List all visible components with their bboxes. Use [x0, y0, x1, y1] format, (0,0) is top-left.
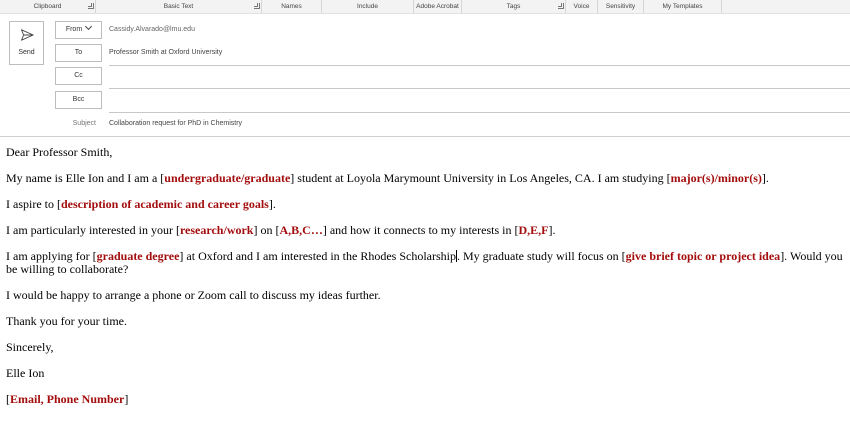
dialog-launcher-icon[interactable]: [558, 3, 564, 9]
from-button[interactable]: [55, 21, 102, 39]
placeholder-text: undergraduate/graduate: [164, 171, 291, 185]
text-segment: I aspire to [: [6, 197, 61, 211]
text-segment: ] at Oxford and I am interested in the Rhodes Scholarship: [179, 249, 457, 263]
send-label: Send: [18, 49, 35, 56]
cc-label: Cc: [74, 72, 83, 79]
to-field[interactable]: Professor Smith at Oxford University: [109, 49, 223, 56]
placeholder-text: A,B,C…: [279, 223, 323, 237]
ribbon-group-basic-text: [96, 0, 262, 13]
dialog-launcher-icon[interactable]: [254, 3, 260, 9]
text-segment: . My graduate study will focus on [: [457, 249, 626, 263]
to-button[interactable]: [55, 44, 102, 62]
send-button[interactable]: [9, 21, 44, 65]
subject-label: Subject: [72, 120, 96, 127]
text-segment: I am particularly interested in your [: [6, 223, 180, 237]
call-paragraph: I would be happy to arrange a phone or Zoom call to discuss my ideas further.: [6, 288, 381, 302]
ribbon-group-tags: [462, 0, 566, 13]
ribbon-group-label: Tags: [506, 3, 521, 10]
chevron-down-icon: [85, 23, 92, 30]
header-divider: [0, 136, 850, 137]
text-segment: ]. Would you be willing to collaborate?: [6, 249, 843, 276]
text-segment: I am applying for [: [6, 249, 97, 263]
from-label: From: [65, 26, 83, 33]
text-segment: ].: [761, 171, 769, 185]
ribbon-group-adobe-acrobat: [414, 0, 462, 13]
send-icon: [21, 29, 34, 41]
text-segment: ] student at Loyola Marymount University in Los Angeles, CA. I am studying [: [290, 171, 671, 185]
ribbon-group-label: Adobe Acrobat: [416, 3, 459, 10]
ribbon-group-label: My Templates: [662, 3, 703, 10]
placeholder-text: graduate degree: [96, 249, 180, 263]
placeholder-text: Email, Phone Number: [10, 392, 125, 406]
greeting-line: Dear Professor Smith,: [6, 145, 113, 159]
ribbon-group-include: [322, 0, 414, 13]
ribbon-group-my-templates: [644, 0, 722, 13]
bcc-field-underline[interactable]: [109, 112, 850, 113]
cc-button[interactable]: [55, 67, 102, 85]
ribbon-group-label: Sensitivity: [605, 3, 636, 10]
thanks-paragraph: Thank you for your time.: [6, 314, 127, 328]
bcc-button[interactable]: [55, 91, 102, 109]
ribbon-group-label: Voice: [573, 3, 590, 10]
ribbon-group-clipboard: [0, 0, 96, 13]
signature-line: Elle Ion: [6, 366, 45, 380]
text-segment: ].: [548, 223, 556, 237]
ribbon-group-names: [262, 0, 322, 13]
text-segment: ].: [268, 197, 276, 211]
interest-paragraph: [6, 224, 850, 237]
aspire-paragraph: [6, 198, 850, 211]
dialog-launcher-icon[interactable]: [88, 3, 94, 9]
placeholder-text: D,E,F: [518, 223, 549, 237]
placeholder-text: major(s)/minor(s): [670, 171, 762, 185]
bcc-label: Bcc: [72, 96, 85, 103]
placeholder-text: research/work: [179, 223, 254, 237]
ribbon-group-label: Names: [281, 3, 302, 10]
text-segment: ] and how it connects to my interests in [: [322, 223, 519, 237]
to-field-underline: [109, 65, 850, 66]
intro-paragraph: [6, 172, 850, 185]
ribbon-group-voice: [566, 0, 598, 13]
contact-line: [6, 393, 850, 406]
ribbon-group-label: Clipboard: [33, 3, 62, 10]
ribbon-group-label: Basic Text: [163, 3, 194, 10]
text-segment: ] on [: [253, 223, 280, 237]
subject-field[interactable]: Collaboration request for PhD in Chemistry: [109, 120, 243, 127]
ribbon-group-labels: [0, 0, 850, 14]
ribbon-group-sensitivity: [598, 0, 644, 13]
cc-field-underline[interactable]: [109, 88, 850, 89]
ribbon-group-label: Include: [357, 3, 378, 10]
from-value: Cassidy.Alvarado@lmu.edu: [109, 26, 195, 33]
applying-paragraph: [6, 250, 850, 276]
closing-line: Sincerely,: [6, 340, 54, 354]
placeholder-text: give brief topic or project idea: [625, 249, 781, 263]
text-segment: My name is Elle Ion and I am a [: [6, 171, 165, 185]
placeholder-text: description of academic and career goals: [60, 197, 269, 211]
text-segment: ]: [124, 392, 129, 406]
text-segment: [: [6, 392, 10, 406]
to-label: To: [74, 49, 83, 56]
